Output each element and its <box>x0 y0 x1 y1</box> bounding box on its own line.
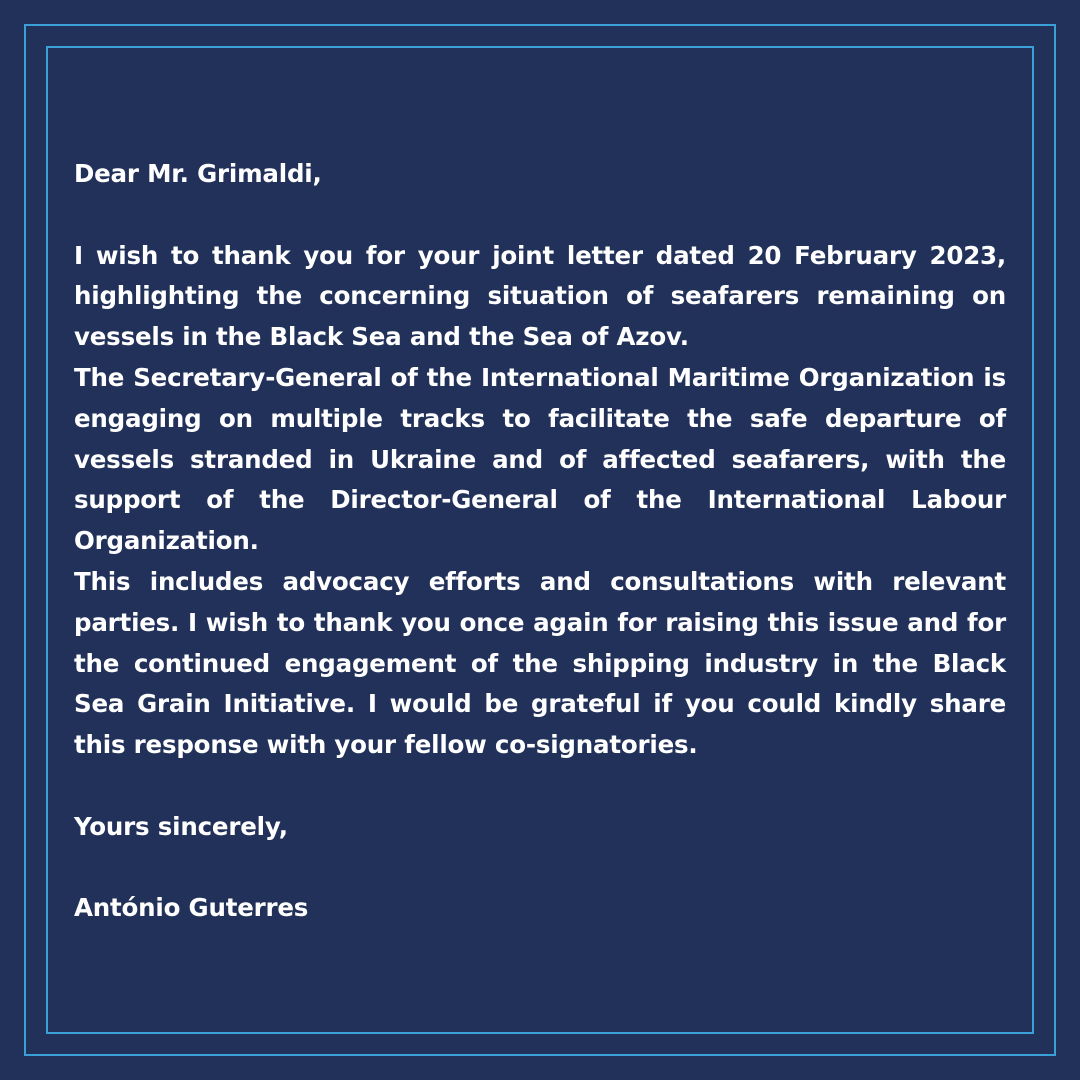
spacer <box>74 766 1006 807</box>
paragraph-3: This includes advocacy efforts and consultations with relevant parties. I wish to thank you once again for raising this issue and for the continued engagement of the shipping industry in the Black Sea Grain Initiative. I would be grateful if you could kindly share this response with your fellow co-signatories. <box>74 566 1006 760</box>
signature-name: António Guterres <box>74 893 309 923</box>
letter-body <box>74 154 1006 929</box>
closing: Yours sincerely, <box>74 811 288 841</box>
paragraph-2: The Secretary-General of the International Maritime Organization is engaging on multiple tracks to facilitate the safe departure of vessels stranded in Ukraine and of affected seafarers, with the support of the Director-General of the International Labour Organization. <box>74 362 1006 556</box>
spacer <box>74 195 1006 236</box>
salutation: Dear Mr. Grimaldi, <box>74 159 322 188</box>
spacer <box>74 848 1006 889</box>
paragraph-1: I wish to thank you for your joint letter dated 20 February 2023, highlighting the concerning situation of seafarers remaining on vessels in the Black Sea and the Sea of Azov. <box>74 240 1006 352</box>
